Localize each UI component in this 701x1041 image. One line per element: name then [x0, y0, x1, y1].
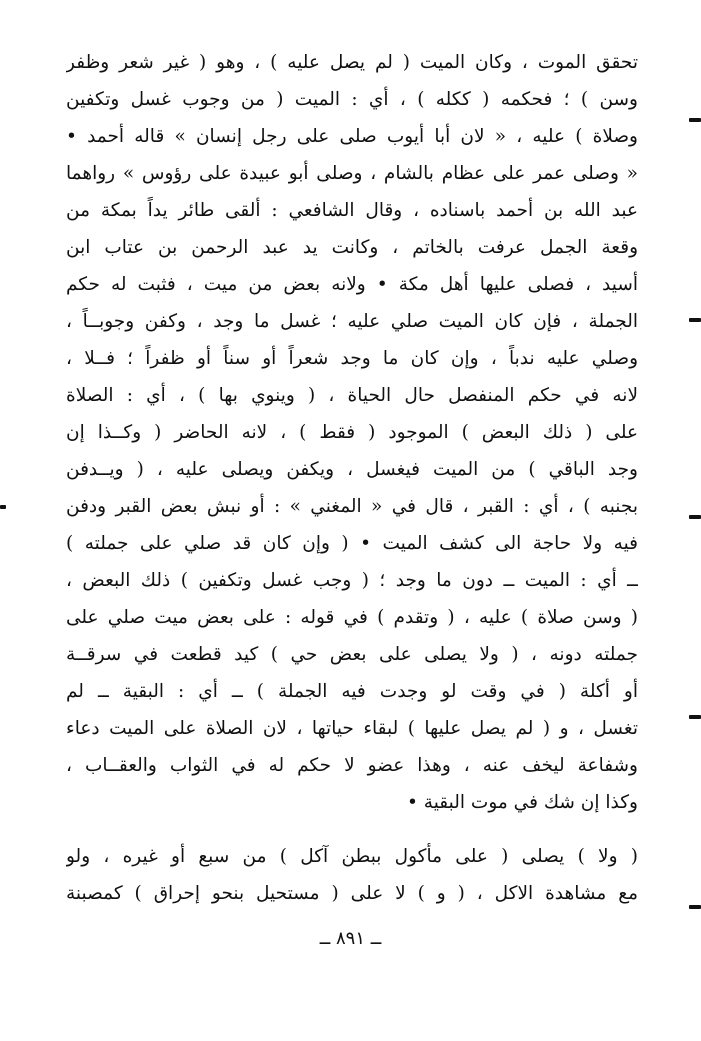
page-number: ــ ٨٩١ ــ: [319, 928, 382, 949]
text-line: بجنبه ) ، أي : القبر ، قال في « المغني » : أو نبش بعض القبر ودفن: [66, 496, 638, 517]
text-line: على ( ذلك البعض ) الموجود ( فقط ) ، لانه الحاضر ( وكــذا إن: [66, 422, 638, 443]
paragraph-main: [66, 44, 638, 821]
text-line: وصلاة ) عليه ، « لان أبا أيوب صلى على رجل إنسان » قاله أحمد •: [66, 126, 638, 147]
text-line: أو أكلة ( في وقت لو وجدت فيه الجملة ) ــ أي : البقية ــ لم: [66, 681, 638, 702]
text-line: أسيد ، فصلى عليها أهل مكة • ولانه بعض من ميت ، فثبت له حكم: [66, 274, 638, 295]
edge-mark: [689, 905, 701, 909]
text-line: « وصلى عمر على عظام بالشام ، وصلى أبو عبيدة على رؤوس » رواهما: [66, 163, 638, 184]
edge-mark: [689, 118, 701, 122]
paragraph-second: [66, 838, 638, 912]
edge-mark: [0, 505, 6, 509]
text-line: تغسل ، و ( لم يصل عليها ) لبقاء حياتها ، لان الصلاة على الميت دعاء: [66, 718, 638, 739]
text-line: لانه في حكم المنفصل حال الحياة ، ( وينوي بها ) ، أي : الصلاة: [66, 385, 638, 406]
text-line: ( ولا ) يصلى ( على مأكول ببطن آكل ) من سبع أو غيره ، ولو: [66, 846, 638, 867]
text-line: تحقق الموت ، وكان الميت ( لم يصل عليه ) ، وهو ( غير شعر وظفر: [66, 52, 638, 73]
text-line: ــ أي : الميت ــ دون ما وجد ؛ ( وجب غسل وتكفين ) ذلك البعض ،: [66, 570, 638, 591]
text-line: عبد الله بن أحمد باسناده ، وقال الشافعي : ألقى طائر يداً بمكة من: [66, 200, 638, 221]
text-line: مع مشاهدة الاكل ، ( و ) لا على ( مستحيل بنحو إحراق ) كمصبنة: [66, 883, 638, 904]
text-line: وصلي عليه ندباً ، وإن كان ما وجد شعراً أو سناً أو ظفراً ؛ فــلا ،: [66, 348, 638, 369]
text-line: فيه ولا حاجة الى كشف الميت • ( وإن كان قد صلي على جملته ): [66, 533, 638, 554]
text-line: وقعة الجمل عرفت بالخاتم ، وكانت يد عبد الرحمن بن عتاب ابن: [66, 237, 638, 258]
text-line: وسن ) ؛ فحكمه ( ككله ) ، أي : الميت ( من وجوب غسل وتكفين: [66, 89, 638, 110]
text-line: ( وسن صلاة ) عليه ، ( وتقدم ) في قوله : على بعض ميت صلي على: [66, 607, 638, 628]
text-line: وجد الباقي ) من الميت فيغسل ، ويكفن ويصلى عليه ، ( ويــدفن: [66, 459, 638, 480]
text-line: الجملة ، فإن كان الميت صلي عليه ؛ غسل ما وجد ، وكفن وجوبــاً ،: [66, 311, 638, 332]
edge-mark: [689, 318, 701, 322]
edge-mark: [689, 715, 701, 719]
text-line: جملته دونه ، ( ولا يصلى على بعض حي ) كيد قطعت في سرقــة: [66, 644, 638, 665]
edge-mark: [689, 515, 701, 519]
text-line: وكذا إن شك في موت البقية •: [407, 792, 638, 813]
text-line: وشفاعة ليخف عنه ، وهذا عضو لا حكم له في الثواب والعقــاب ،: [66, 755, 638, 776]
